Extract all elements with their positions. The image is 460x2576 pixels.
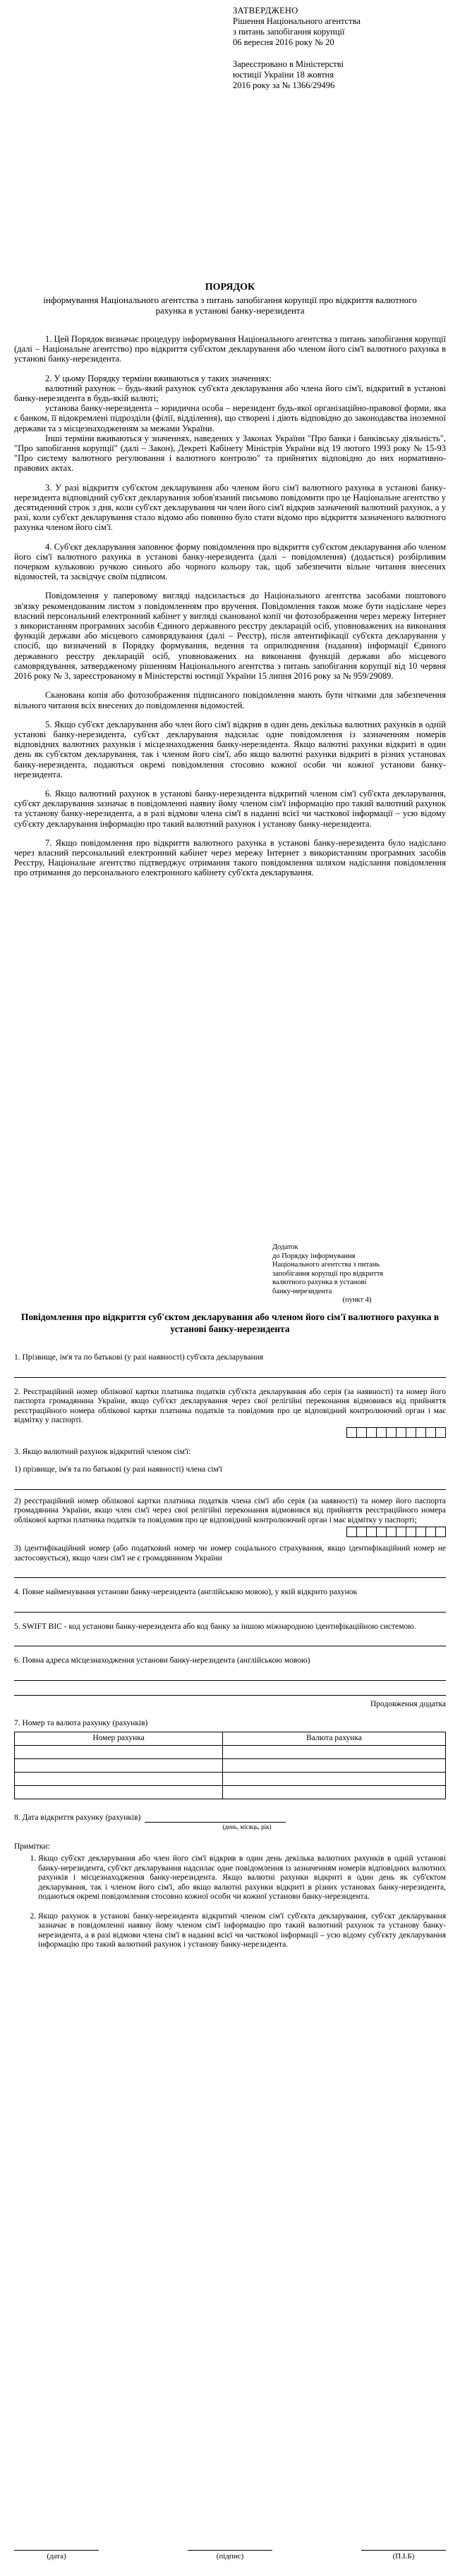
- approval-line: з питань запобігання корупції: [233, 27, 345, 37]
- continuation-label: Продовження додатка: [370, 1699, 446, 1708]
- paragraph: 5. Якщо суб'єкт декларування або член його сім'ї відкрив в один день декілька валютних рахунків в одній установі банку-нерезидента, суб'єкт декларування надсилає одне повідомлення із зазначенням номерів відповідних валютних рахунків і місцезнаходження банку-нерезидента. Якщо валютні рахунки відкриті в один день як суб'єктом декларування, так і членом його сім'ї, або якщо валютні рахунки відкриті в різних установах банку-нерезидента, подаються окремі повідомлення стосовно кожної особи чи кожної установи банку-нерезидента.: [14, 719, 446, 779]
- code-boxes[interactable]: [14, 1527, 446, 1537]
- paragraph: 2. У цьому Порядку терміни вживаються у таких значеннях:: [45, 373, 272, 383]
- signature-caption: (підпис): [188, 2550, 272, 2560]
- signature-row: [14, 2550, 446, 2560]
- accounts-table: [14, 1732, 446, 1799]
- paragraph: Сканована копія або фотозображення підписаного повідомлення мають бути чіткими для забезпечення вільного читання всіх внесених до повідомлення відомостей.: [14, 690, 446, 710]
- field-label: 2. Реєстраційний номер облікової картки платника податків суб'єкта декларування або серія (за наявності) та номер його паспорта громадянина України, якщо суб'єкт декларування через свої релігійні переконання відмовився від прийняття реєстраційного номера облікової картки платника податків та повідомив про це відповідний контролюючий орган і має відмітку у паспорті.: [14, 1387, 446, 1424]
- annex-line: валютного рахунка в установі: [272, 1278, 367, 1286]
- annex-header: [272, 1243, 442, 1305]
- approval-line: Рішення Національного агентства: [233, 16, 361, 26]
- fill-line[interactable]: [14, 1367, 446, 1378]
- field-label: 2) реєстраційний номер облікової картки платника податків члена сім'ї або серія (за наявності) та номер його паспорта громадянина України, якщо член сім'ї через свої релігійні переконання відмовився від прийняття реєстраційного номера облікової картки платника податків та повідомив про це відповідний контролюючий орган і має відмітку у паспорті;: [14, 1496, 446, 1524]
- field-label: 1) прізвище, ім'я та по батькові (у разі наявності) члена сім'ї: [14, 1465, 222, 1474]
- paragraph: Інші терміни вживаються у значеннях, наведених у Законах України "Про банки і банківську діяльність", "Про запобігання корупції" (далі – Закон), Декреті Кабінету Міністрів України від 19 лютого 1993 року № 15-93 "Про систему валютного регулювання і валютного контролю" та прийнятих відповідно до них нормативно-правових актах.: [14, 433, 446, 474]
- note-item: 1. Якщо суб'єкт декларування або член його сім'ї відкрив в один день декілька валютних рахунків в одній установі банку-нерезидента, суб'єкт декларування надсилає одне повідомлення із зазначенням номерів відповідних валютних рахунків і місцезнаходження банку-нерезидента. Якщо валютні рахунки відкриті в один день як суб'єктом декларування, так і членом його сім'ї, або якщо валютні рахунки відкриті в різних установах банку-нерезидента, подаються окремі повідомлення стосовно кожної особи чи кожної установи банку-нерезидента.: [38, 1854, 446, 1902]
- paragraph: Повідомлення у паперовому вигляді надсилається до Національного агентства засобами поштового зв'язку рекомендованим листом з повідомленням про вручення. Повідомлення також може бути надіслане через власний персональний електронний кабінет у вигляді сканованої копії чи фотозображення через мережу Інтернет з використанням програмних засобів Єдиного державного реєстру декларацій осіб, уповноважених на виконання функцій держави або місцевого самоврядування (далі – Реєстр), після автентифікації суб'єкта декларування у спосіб, що визначений в Порядку формування, ведення та оприлюднення (надання) інформації Єдиного державного реєстру декларацій осіб, уповноважених на виконання функцій держави або місцевого самоврядування, затвердженому рішенням Національного агентства з питань запобігання корупції від 10 червня 2016 року № 3, зареєстрованому в Міністерстві юстиції України 15 липня 2016 року за № 959/29089.: [14, 591, 446, 682]
- annex-line: банку-нерезидента: [272, 1287, 332, 1295]
- notes-title: Примітки:: [14, 1842, 50, 1851]
- registration-line: Зареєстровано в Міністерстві: [233, 59, 344, 69]
- fill-line[interactable]: [14, 1685, 446, 1696]
- note-item: 2. Якщо рахунок в установі банку-нерезидента відкритий членом сім'ї суб'єкта декларування, суб'єкт декларування зазначає в повідомленні наявну йому членом сім'ї інформацію про такий валютний рахунок та установу банку-нерезидента, а в разі відмови члена сім'ї в наданні всієї чи часткової інформації – усю відому суб'єкту декларування інформацію про такий валютний рахунок і установу банку-нерезидента.: [38, 1912, 446, 1950]
- field-label: 4. Повне найменування установи банку-нерезидента (англійською мовою), у якій відкрито рахунок: [14, 1588, 358, 1596]
- field-label: 1. Прізвище, ім'я та по батькові (у разі наявності) суб'єкта декларування: [14, 1353, 264, 1362]
- fill-line[interactable]: [14, 1670, 446, 1681]
- table-row[interactable]: [15, 1745, 446, 1758]
- document-subtitle: інформування Національного агентства з питань запобігання корупції про відкриття валютного рахунка в установі банку-нерезидента: [43, 295, 417, 316]
- paragraph: 6. Якщо валютний рахунок в установі банку-нерезидента відкритий членом сім'ї суб'єкта декларування, суб'єкт декларування зазначає в повідомленні наявну йому членом сім'ї інформацію про такий валютний рахунок та установу банку-нерезидента, а в разі відмови члена сім'ї в наданні всієї чи часткової інформації – усю відому суб'єкту декларування інформацію про такий валютний рахунок і установу банку-нерезидента.: [14, 788, 446, 829]
- field-label: 3. Якщо валютний рахунок відкритий членом сім'ї:: [14, 1447, 191, 1456]
- date-caption: (дата): [14, 2550, 99, 2560]
- annex-line: до Порядку інформування: [272, 1252, 356, 1260]
- field-bank-name: [14, 1588, 446, 1613]
- paragraph: 3. У разі відкриття суб'єктом декларування або членом його сім'ї валютного рахунка в установі банку-нерезидента відповідний суб'єкт декларування зобов'язаний письмово повідомити про це Національне агентство у десятиденний строк з дня, коли суб'єкт декларування чи член його сім'ї відкрив зазначений валютний рахунок, а у разі, коли суб'єкт декларування стало відомо або повинно було стати відомо про відкриття зазначеного валютного рахунка членом його сім'ї.: [14, 482, 446, 533]
- approval-title: ЗАТВЕРДЖЕНО: [233, 6, 298, 16]
- table-row[interactable]: [15, 1785, 446, 1799]
- field-label: 7. Номер та валюта рахунку (рахунків): [14, 1719, 148, 1727]
- field-open-date: [14, 1813, 446, 1832]
- field-label: 6. Повна адреса місцезнаходження установи банку-нерезидента (англійською мовою): [14, 1656, 310, 1665]
- annex-line: Національного агентства з питань: [272, 1261, 380, 1269]
- fill-line[interactable]: [14, 1636, 446, 1646]
- field-hint: (день, місяць, рік): [222, 1823, 272, 1830]
- table-row[interactable]: [15, 1758, 446, 1772]
- column-header: Валюта рахунка: [223, 1732, 446, 1745]
- column-header: Номер рахунка: [15, 1732, 223, 1745]
- field-declarant-name: [14, 1353, 446, 1378]
- field-label: 3) ідентифікаційний номер (або податковий номер чи номер соціального страхування, якщо ідентифікаційний номер не застосовується), якщо член сім'ї не є громадянином України: [14, 1544, 446, 1563]
- field-bank-address: [14, 1656, 446, 1709]
- registration-line: юстиції України 18 жовтня: [233, 70, 334, 80]
- notification-form: [14, 1353, 446, 1960]
- field-swift: [14, 1622, 446, 1647]
- fill-line[interactable]: [14, 1602, 446, 1613]
- document-body: [14, 334, 446, 887]
- annex-line: запобігання корупції про відкриття: [272, 1269, 384, 1278]
- field-family-member: [14, 1448, 446, 1579]
- paragraph: 1. Цей Порядок визначає процедуру інформування Національного агентства з питань запобігання корупції (далі – Національне агентство) про відкриття суб'єктом декларування або членом його сім'ї валютного рахунка в установі банку-нерезидента.: [14, 334, 446, 364]
- paragraph: 4. Суб'єкт декларування заповнює форму повідомлення про відкриття суб'єктом декларування або членом його сім'ї валютного рахунка в установі банку-нерезидента (далі – повідомлення) (додається) розбірливим почерком кульковою ручкою синього або чорного кольору так, щоб забезпечити вільне читання внесених відомостей, та засвідчує своїм підписом.: [14, 541, 446, 582]
- registration-line: 2016 року за № 1366/29496: [233, 80, 335, 90]
- notes: [14, 1842, 446, 1950]
- name-caption: (П.І.Б): [361, 2550, 446, 2560]
- fill-line[interactable]: [145, 1813, 286, 1823]
- form-title: Повідомлення про відкриття суб'єктом декларування або членом його сім'ї валютного рахунка в установі банку-нерезидента: [20, 1312, 440, 1334]
- fill-line[interactable]: [14, 1479, 446, 1490]
- field-label: 5. SWIFT BIC - код установи банку-нерезидента або код банку за іншою міжнародною ідентифікаційною системою.: [14, 1622, 416, 1631]
- field-label: 8. Дата відкриття рахунку (рахунків): [14, 1813, 141, 1822]
- code-boxes[interactable]: [14, 1427, 446, 1438]
- paragraph: 7. Якщо повідомлення про відкриття валютного рахунка в установі банку-нерезидента було надіслано через власний персональний електронний кабінет через мережу Інтернет з використанням програмних засобів Реєстру, Національне агентство підтверджує отримання такого повідомлення шляхом надіслання повідомлення про отримання до персонального електронного кабінету суб'єкта декларування.: [14, 837, 446, 878]
- field-accounts: [14, 1719, 446, 1799]
- annex-line: Додаток: [272, 1243, 298, 1251]
- approval-line: 06 вересня 2016 року № 20: [233, 37, 334, 47]
- document-title: ПОРЯДОК: [205, 282, 255, 292]
- paragraph: валютний рахунок – будь-який рахунок суб'єкта декларування або члена його сім'ї, відкритий в установі банку-нерезидента в будь-якій валюті;: [14, 383, 446, 404]
- fill-line[interactable]: [14, 1567, 446, 1578]
- field-declarant-tax-id: [14, 1388, 446, 1438]
- annex-point: (пункт 4): [342, 1296, 372, 1304]
- approval-block: [233, 6, 444, 91]
- paragraph: установа банку-нерезидента – юридична особа – нерезидент будь-якої організаційно-правової форми, яка є банком, її відокремлені підрозділи (філії, відділення), що створені і діють відповідно до законодавства іноземної держави та з місцезнаходженням за межами України.: [14, 403, 446, 433]
- table-row[interactable]: [15, 1772, 446, 1785]
